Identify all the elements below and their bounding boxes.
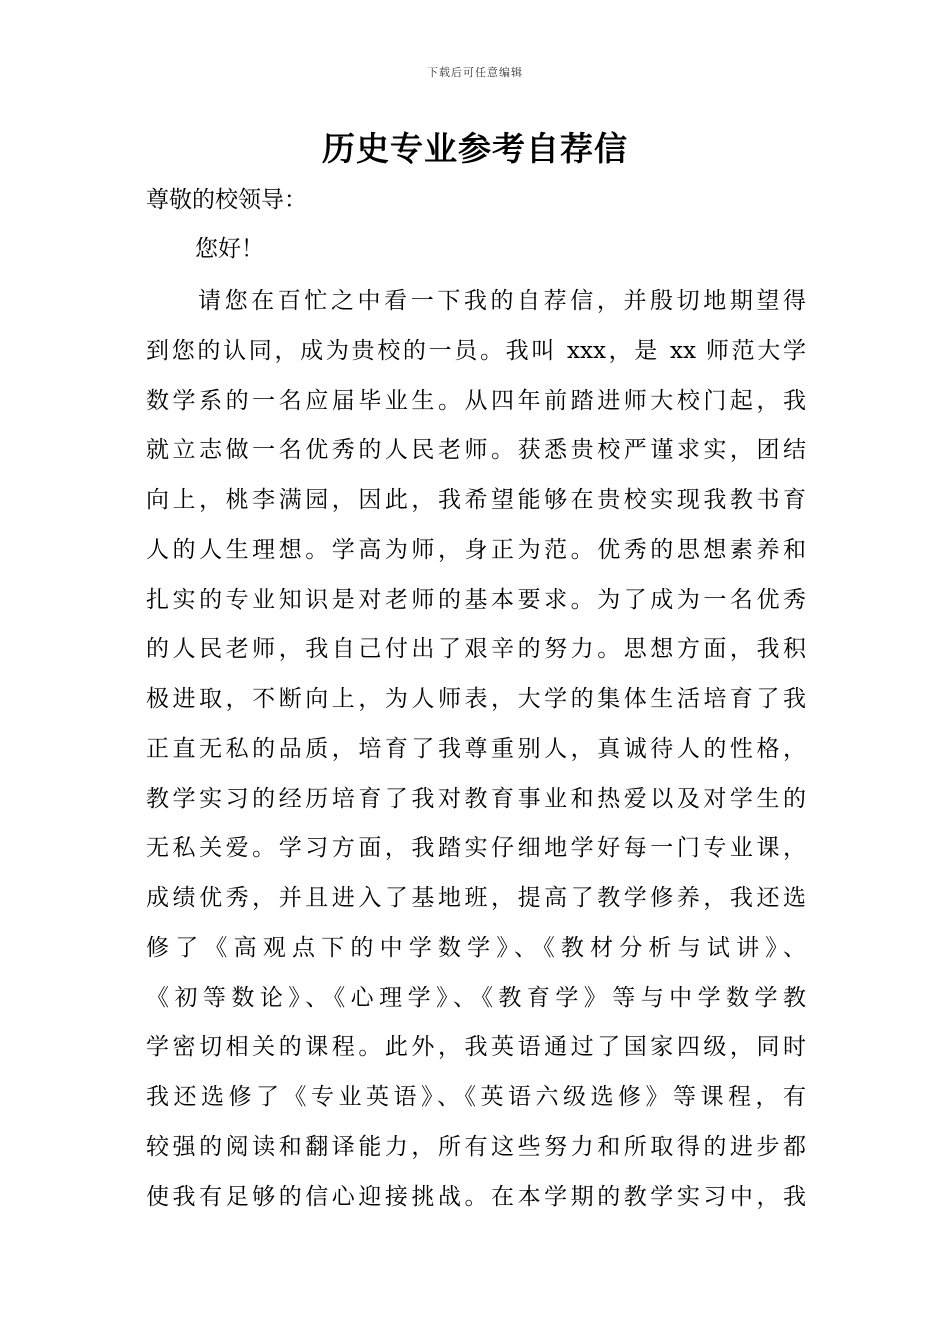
greeting: 您好！ [195,236,264,262]
body-line: 成绩优秀，并且进入了基地班，提高了教学修养，我还选 [146,885,806,911]
body-line: 正直无私的品质，培育了我尊重别人，真诚待人的性格， [146,735,806,762]
body-line: 教学实习的经历培育了我对教育事业和热爱以及对学生的 [146,785,806,812]
body-line: 的人民老师，我自己付出了艰辛的努力。思想方面，我积 [146,636,806,663]
body-line: 就立志做一名优秀的人民老师。获悉贵校严谨求实，团结 [146,437,806,464]
body-line: 向上，桃李满园，因此，我希望能够在贵校实现我教书育 [146,487,806,513]
body-line: 数学系的一名应届毕业生。从四年前踏进师大校门起，我 [146,387,806,414]
body-line: 人的人生理想。学高为师，身正为范。优秀的思想素养和 [146,536,806,563]
body-line: 《初等数论》、《心理学》、《教育学》等与中学数学教 [146,984,806,1011]
body-line: 修了《高观点下的中学数学》、《教材分析与试讲》、 [146,934,806,961]
body-line: 无私关爱。学习方面，我踏实仔细地学好每一门专业课， [146,835,806,862]
body-line: 请您在百忙之中看一下我的自荐信，并殷切地期望得 [198,288,806,314]
body-line: 较强的阅读和翻译能力，所有这些努力和所取得的进步都 [146,1133,806,1160]
body-line: 我还选修了《专业英语》、《英语六级选修》等课程，有 [146,1084,806,1110]
body-line: 扎实的专业知识是对老师的基本要求。为了成为一名优秀 [146,586,806,613]
document-title: 历史专业参考自荐信 [322,129,628,168]
body-line: 到您的认同，成为贵校的一员。我叫 xxx，是 xx 师范大学 [146,337,806,364]
header-note: 下载后可任意编辑 [427,66,523,79]
body-line: 使我有足够的信心迎接挑战。在本学期的教学实习中，我 [146,1183,806,1210]
body-line: 学密切相关的课程。此外，我英语通过了国家四级，同时 [146,1034,806,1061]
salutation: 尊敬的校领导： [146,187,307,213]
body-line: 极进取，不断向上，为人师表，大学的集体生活培育了我 [146,686,806,712]
letter-body [146,277,806,1222]
